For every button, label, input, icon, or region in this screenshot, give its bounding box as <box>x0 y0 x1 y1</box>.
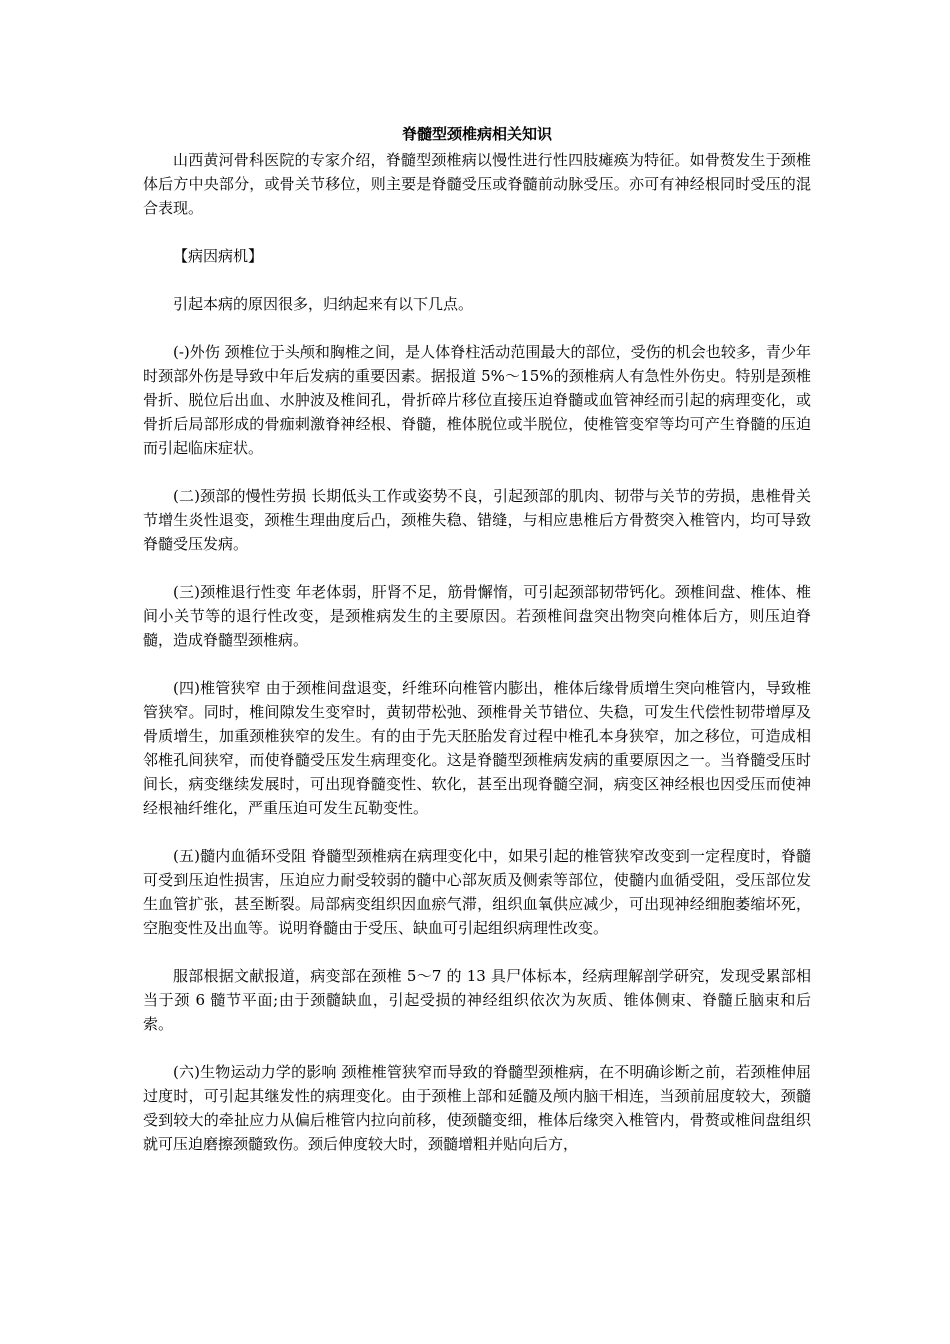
paragraph-spinal-stenosis: (四)椎管狭窄 由于颈椎间盘退变，纤维环向椎管内膨出，椎体后缘骨质增生突向椎管内，导致椎管狭窄。同时，椎间隙发生变窄时，黄韧带松弛、颈椎骨关节错位、失稳，可发生代偿性韧带增厚及骨质增生，加重颈椎狭窄的发生。有的由于先天胚胎发育过程中椎孔本身狭窄，加之移位，可造成相邻椎孔间狭窄，而使脊髓受压发生病理变化。这是脊髓型颈椎病发病的重要原因之一。当脊髓受压时间长，病变继续发展时，可出现脊髓变性、软化，甚至出现脊髓空洞，病变区神经根也因受压而使神经根袖纤维化，严重压迫可发生瓦勒变性。 <box>143 679 811 817</box>
paragraph-trauma: (-)外伤 颈椎位于头颅和胸椎之间，是人体脊柱活动范围最大的部位，受伤的机会也较多，青少年时颈部外伤是导致中年后发病的重要因素。据报道 5%～15%的颈椎病人有急性外伤史。特别是颈椎骨折、脱位后出血、水肿波及椎间孔，骨折碎片移位直接压迫脊髓或血管神经而引起的病理变化，或骨折后局部形成的骨痂刺激脊神经根、脊髓，椎体脱位或半脱位，使椎管变窄等均可产生脊髓的压迫而引起临床症状。 <box>143 343 811 457</box>
paragraph-degeneration: (三)颈椎退行性变 年老体弱，肝肾不足，筋骨懈惰，可引起颈部韧带钙化。颈椎间盘、椎体、椎间小关节等的退行性改变，是颈椎病发生的主要原因。若颈椎间盘突出物突向椎体后方，则压迫脊髓，造成脊髓型颈椎病。 <box>143 583 811 649</box>
intro-paragraph: 山西黄河骨科医院的专家介绍，脊髓型颈椎病以慢性进行性四肢瘫痪为特征。如骨赘发生于颈椎体后方中央部分，或骨关节移位，则主要是脊髓受压或脊髓前动脉受压。亦可有神经根同时受压的混合表现。 <box>143 151 811 217</box>
section-heading: 【病因病机】 <box>173 247 264 265</box>
paragraph-chronic-strain: (二)颈部的慢性劳损 长期低头工作或姿势不良，引起颈部的肌肉、韧带与关节的劳损，患椎骨关节增生炎性退变，颈椎生理曲度后凸，颈椎失稳、错缝，与相应患椎后方骨赘突入椎管内，均可导致脊髓受压发病。 <box>143 487 811 553</box>
paragraph-literature-report: 服部根据文献报道，病变部在颈椎 5～7 的 13 具尸体标本，经病理解剖学研究，发现受累部相当于颈 6 髓节平面;由于颈髓缺血，引起受损的神经组织依次为灰质、锥体侧束、脊髓丘脑束和后索。 <box>143 967 811 1033</box>
document-title: 脊髓型颈椎病相关知识 <box>401 125 552 143</box>
paragraph-blood-circulation: (五)髓内血循环受阻 脊髓型颈椎病在病理变化中，如果引起的椎管狭窄改变到一定程度时，脊髓可受到压迫性损害，压迫应力耐受较弱的髓中心部灰质及侧索等部位，使髓内血循受阻，受压部位发生血管扩张，甚至断裂。局部病变组织因血瘀气滞，组织血氧供应减少，可出现神经细胞萎缩坏死，空胞变性及出血等。说明脊髓由于受压、缺血可引起组织病理性改变。 <box>143 847 811 937</box>
document-page <box>143 122 811 1180</box>
lead-paragraph: 引起本病的原因很多，归纳起来有以下几点。 <box>173 295 474 313</box>
paragraph-biomechanics: (六)生物运动力学的影响 颈椎椎管狭窄而导致的脊髓型颈椎病，在不明确诊断之前，若颈椎伸屈过度时，可引起其继发性的病理变化。由于颈椎上部和延髓及颅内脑干相连，当颈前屈度较大，颈髓受到较大的牵扯应力从偏后椎管内拉向前移，使颈髓变细，椎体后缘突入椎管内，骨赘或椎间盘组织就可压迫磨擦颈髓致伤。颈后伸度较大时，颈髓增粗并贴向后方， <box>143 1063 811 1153</box>
